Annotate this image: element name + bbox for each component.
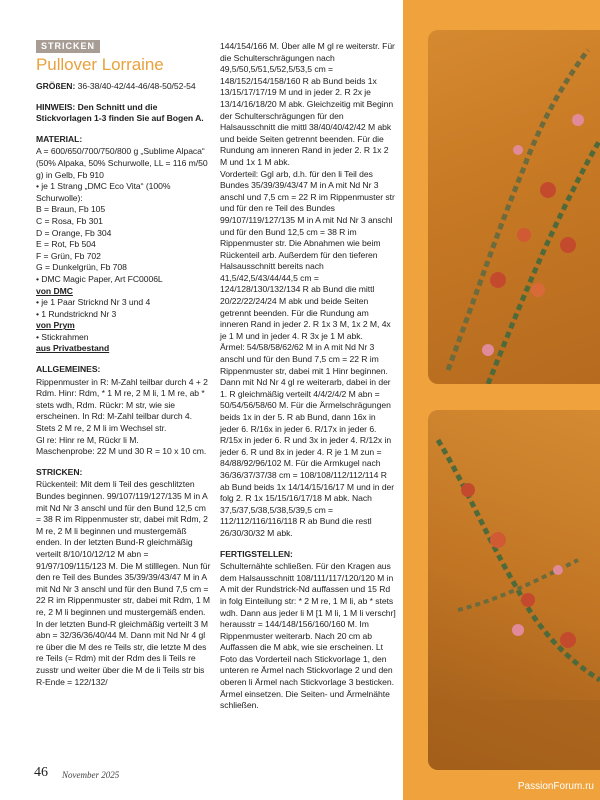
back-piece-continued: 144/154/166 M. Über alle M gl re weiterstr. Für die Schulterschrägungen nach 49,5/50,5/51,5/52,5/53,5 cm = 148/152/154/158/160 R ab Bund beids 1x 13/15/17/17/19 M und in jeder 2. R 2x je 13/14/16/18/20 M abk. Gleichzeitig mit Beginn der Schulterschrägungen für den Halsausschnitt die mittl 38/40/40/42/42 M abk und beide Seiten getrennt beenden. Für die Rundung am inneren Rand in jeder 2. R 1x 2 M und 1x 1 M abk. [220, 41, 395, 167]
material-line: • je 1 Strang „DMC Eco Vita“ (100% Schurwolle): [36, 181, 171, 203]
issue-date: November 2025 [62, 770, 120, 780]
general-gauge: Maschenprobe: 22 M und 30 R = 10 x 10 cm. [36, 446, 207, 457]
material-line: • DMC Magic Paper, Art FC0006L [36, 273, 163, 284]
finishing-text: Schulternähte schließen. Für den Kragen aus dem Halsausschnitt 108/111/117/120/120 M in A mit der Rundstrick-Nd auffassen und 15 Rd in folg Einteilung str: * 2 M re, 1 M li, ab * stets wdh. Dann aus jeder li M [1 M li, 1 M li verschr] herausstr = 144/148/156/160/160 M. Im Rippenmuster weiterarb. Nach 20 cm ab Auffassen die M abk, wie sie erscheinen. Lt Foto das Vorderteil nach Stickvorlage 1, den unteren re Ärmel nach Stickvorlage 2 und den oberen li Ärmel nach Stickvorlage 3 besticken. Ärmel einsetzen. Die Seiten- und Ärmelnähte schließen. [220, 561, 396, 711]
knitting-heading: STRICKEN: [36, 466, 83, 477]
watermark: PassionForum.ru [517, 781, 594, 792]
material-line: F = Grün, Fb 702 [36, 250, 101, 261]
supplier-private: aus Privatbestand [36, 343, 110, 354]
material-line: • Stickrahmen [36, 331, 89, 342]
embroidery-photo-front [428, 30, 600, 384]
hint-text: Den Schnitt und die Stickvorlagen 1-3 finden Sie auf Bogen A. [36, 101, 204, 124]
material-line: C = Rosa, Fb 301 [36, 215, 103, 226]
material-line: G = Dunkelgrün, Fb 708 [36, 262, 127, 273]
left-margin [0, 0, 34, 800]
material-line: • je 1 Paar Stricknd Nr 3 und 4 [36, 297, 151, 308]
supplier-prym: von Prym [36, 320, 75, 331]
sizes-line [36, 81, 212, 93]
back-piece-text: Rückenteil: Mit dem li Teil des geschlitzten Bundes beginnen. 99/107/119/127/135 M in A mit Nd Nr 3 anschl und für den Bund 12,5 cm = 38 R im Rippenmuster str, dabei mit Rdm, 2 M re, 2 M li beginnen und mustergemäß enden. In der letzten Bund-R gleichmäßig verteilt 8/10/10/12/12 M abn = 91/97/109/115/123 M. Die M stilllegen. Nun für den re Teil des Bundes 35/39/39/43/47 M in A mit Nd Nr 3 anschl und für den Bund 7,5 cm = 22 R im Rippenmuster str, dabei mit Rdm, 1 M re, 2 M li beginnen und mustergemäß enden. In der letzten Bund-R gleichmäßig verteilt 3 M abn = 32/36/36/40/44 M. Dann mit Nd Nr 4 gl re über die M des re Teils str, die letzte M des re Teils (= Rdm) mit der Rdm des li Teils re zusstr und weiter über die M de li Teils str bis R-Ende = 122/132/ [36, 479, 211, 687]
general-heading: ALLGEMEINES: [36, 364, 101, 375]
embroidery-illustration-2 [428, 410, 600, 770]
page-number: 46 [34, 765, 48, 780]
supplier-dmc: von DMC [36, 285, 73, 296]
material-line: B = Braun, Fb 105 [36, 204, 106, 215]
embroidery-illustration-1 [428, 30, 600, 384]
section-tag: STRICKEN [36, 40, 100, 53]
material-line: D = Orange, Fb 304 [36, 227, 112, 238]
material-list [36, 146, 212, 355]
hint [36, 102, 212, 125]
general-gl-re: Gl re: Hinr re M, Rückr li M. [36, 434, 139, 445]
front-piece-text: Vorderteil: Ggl arb, d.h. für den li Teil des Bundes 35/39/39/43/47 M in A mit Nd Nr 3 anschl und 7,5 cm = 22 R im Rippenmuster str und für den re Teil des Bundes 99/107/119/127/135 M in A mit Nd Nr 3 anschl und für den Bund 12,5 cm = 38 R im Rippenmuster str. Die Abnahmen wie beim Rückenteil arb. Außerdem für den tieferen Halsausschnitt bereits nach 41,5/42,5/43/44/44,5 cm = 124/128/130/132/134 R ab Bund die mittl 20/22/22/24/24 M abk und beide Seiten getrennt beenden. Für die Rundung am inneren Rand in jeder 2. R 1x 3 M, 1x 2 M, 4x je 1 M und in jeder 4. R 3x je 1 M abk. [220, 168, 395, 341]
text-column-left [36, 40, 212, 688]
sizes-value: 36-38/40-42/44-46/48-50/52-54 [77, 81, 196, 91]
general-text: Rippenmuster in R: M-Zahl teilbar durch 4 + 2 Rdm. Hinr: Rdm, * 1 M re, 2 M li, 1 M re, ab * stets wdh, Rdm. Rückr: M str, wie sie erscheinen. In Rd: M-Zahl teilbar durch 4. Stets 2 M re, 2 M li im Wechsel str. [36, 376, 208, 434]
embroidery-photo-sleeve [428, 410, 600, 770]
material-line: • 1 Rundstricknd Nr 3 [36, 308, 117, 319]
text-column-right [220, 41, 396, 712]
material-heading: MATERIAL: [36, 133, 83, 144]
sizes-label: GRÖßEN: [36, 81, 76, 91]
finishing-heading: FERTIGSTELLEN: [220, 548, 293, 559]
page-title: Pullover Lorraine [36, 55, 164, 74]
material-line: E = Rot, Fb 504 [36, 239, 96, 250]
material-line: A = 600/650/700/750/800 g „Sublime Alpaca“ (50% Alpaka, 50% Schurwolle, LL = 116 m/50 g) in Gelb, Fb 910 [36, 146, 208, 180]
hint-label: HINWEIS: [36, 101, 76, 112]
sleeve-text: Ärmel: 54/58/58/62/62 M in A mit Nd Nr 3 anschl und für den Bund 7,5 cm = 22 R im Rippenmuster str, dabei mit 1 Hinr beginnen. Dann mit Nd Nr 4 gl re weiterarb, dabei in der 1. R gleichmäßig verteilt 4/4/2/4/2 M abn = 50/54/56/58/60 M. Für die Ärmelschrägungen beids 1x in der 5. R ab Bund, dann 16x in jeder 6. R/16x in jeder 6. R/17x in jeder 6. R/15x in jeder 6. R und 3x in jeder 4. R/12x in jeder 6. R und 8x in jeder 4. R je 1 M zun = 84/88/92/96/102 M. Für die Armkugel nach 36/36/37/37/38 cm = 108/108/112/112/114 R ab Bund beids 1x 14/14/15/16/17 M und in der folg 2. R 1x 15/15/16/17/18 M abk. Nach 37,5/37,5/38,5/38,5/39,5 cm = 112/112/116/116/118 R ab Bund die restl 26/30/30/32 M abk. [220, 342, 395, 538]
